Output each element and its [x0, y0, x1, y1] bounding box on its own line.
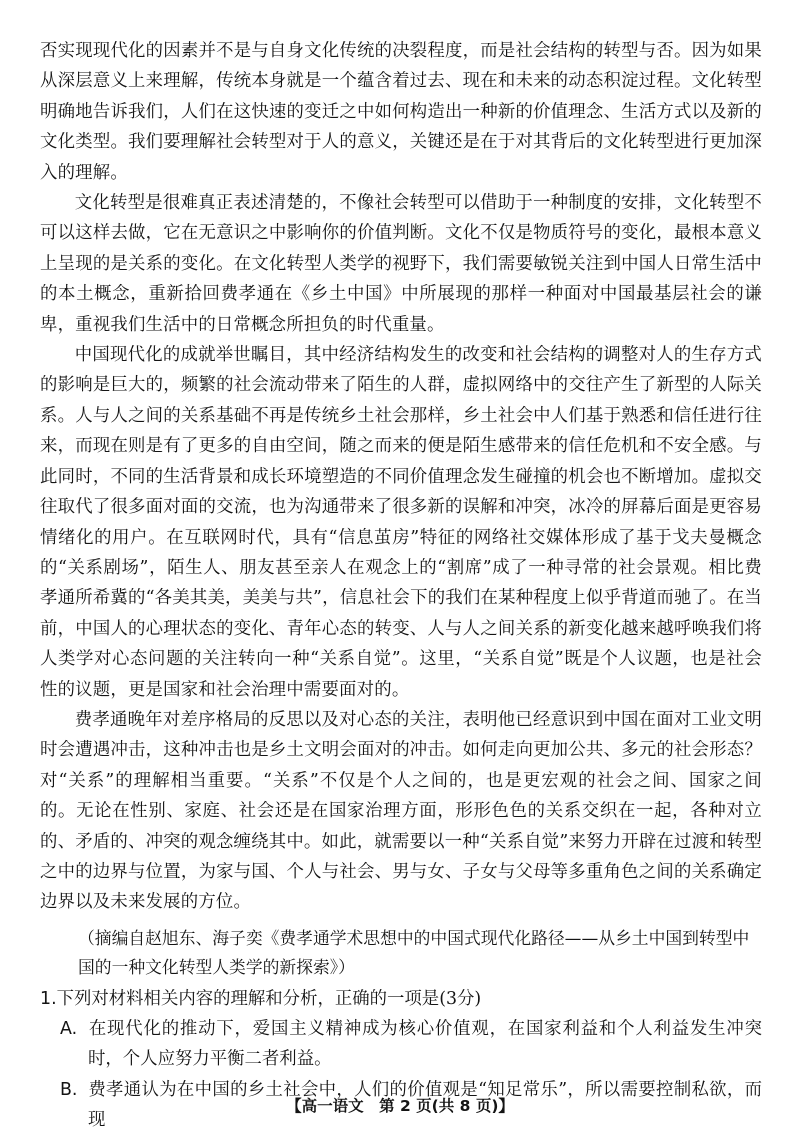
option-b-text: 费孝通认为在中国的乡土社会中，人们的价值观是“知足常乐”，所以需要控制私欲，而现 [88, 1079, 762, 1130]
option-a [40, 1014, 762, 1075]
source-citation: （摘编自赵旭东、海子奕《费孝通学术思想中的中国式现代化路径——从乡土中国到转型中国的一种文化转型人类学的新探索》） [78, 927, 750, 977]
question-1 [40, 984, 762, 1014]
paragraph-4: 费孝通晚年对差序格局的反思以及对心态的关注，表明他已经意识到中国在面对工业文明时会遭遇冲击，这种冲击也是乡土文明会面对的冲击。如何走向更加公共、多元的社会形态？对“关系”的理解相当重要。“关系”不仅是个人之间的，也是更宏观的社会之间、国家之间的。无论在性别、家庭、社会还是在国家治理方面，形形色色的关系交织在一起，各种对立的、矛盾的、冲突的观念缠绕其中。如此，就需要以一种“关系自觉”来努力开辟在过渡和转型之中的边界与位置，为家与国、个人与社会、男与女、子女与父母等多重角色之间的关系确定边界以及未来发展的方位。 [40, 709, 762, 913]
option-a-text: 在现代化的推动下，爱国主义精神成为核心价值观，在国家利益和个人利益发生冲突时，个人应努力平衡二者利益。 [88, 1018, 762, 1070]
question-number: 1. [40, 988, 57, 1009]
question-stem: 下列对材料相关内容的理解和分析，正确的一项是(3分) [56, 988, 482, 1009]
option-a-letter: A. [60, 1018, 78, 1039]
paragraph-2: 文化转型是很难真正表述清楚的，不像社会转型可以借助于一种制度的安排，文化转型不可以这样去做，它在无意识之中影响你的价值判断。文化不仅是物质符号的变化，最根本意义上呈现的是关系的变化。在文化转型人类学的视野下，我们需要敏锐关注到中国人日常生活中的本土概念，重新拾回费孝通在《乡土中国》中所展现的那样一种面对中国最基层社会的谦卑，重视我们生活中的日常概念所担负的时代重量。 [40, 193, 762, 335]
document-body [40, 36, 762, 1135]
option-b-letter: B. [60, 1079, 78, 1100]
paragraph-1: 否实现现代化的因素并不是与自身文化传统的决裂程度，而是社会结构的转型与否。因为如果从深层意义上来理解，传统本身就是一个蕴含着过去、现在和未来的动态积淀过程。文化转型明确地告诉我们，人们在这快速的变迁之中如何构造出一种新的价值理念、生活方式以及新的文化类型。我们要理解社会转型对于人的意义，关键还是在于对其背后的文化转型进行更加深入的理解。 [40, 41, 762, 183]
paragraph-3: 中国现代化的成就举世瞩目，其中经济结构发生的改变和社会结构的调整对人的生存方式的影响是巨大的，频繁的社会流动带来了陌生的人群，虚拟网络中的交往产生了新型的人际关系。人与人之间的关系基础不再是传统乡土社会那样，乡土社会中人们基于熟悉和信任进行往来，而现在则是有了更多的自由空间，随之而来的便是陌生感带来的信任危机和不安全感。与此同时，不同的生活背景和成长环境塑造的不同价值理念发生碰撞的机会也不断增加。虚拟交往取代了很多面对面的交流，也为沟通带来了很多新的误解和冲突，冰冷的屏幕后面是更容易情绪化的用户。在互联网时代，具有“信息茧房”特征的网络社交媒体形成了基于戈夫曼概念的“关系剧场”，陌生人、朋友甚至亲人在观念上的“割席”成了一种寻常的社会景观。相比费孝通所希冀的“各美其美，美美与共”，信息社会下的我们在某种程度上似乎背道而驰了。在当前，中国人的心理状态的变化、青年心态的转变、人与人之间关系的新变化越来越呼唤我们将人类学对心态问题的关注转向一种“关系自觉”。这里，“关系自觉”既是个人议题，也是社会性的议题，更是国家和社会治理中需要面对的。 [40, 345, 762, 700]
page-footer: 【高一语文 第 2 页(共 8 页)】 [286, 1097, 514, 1115]
